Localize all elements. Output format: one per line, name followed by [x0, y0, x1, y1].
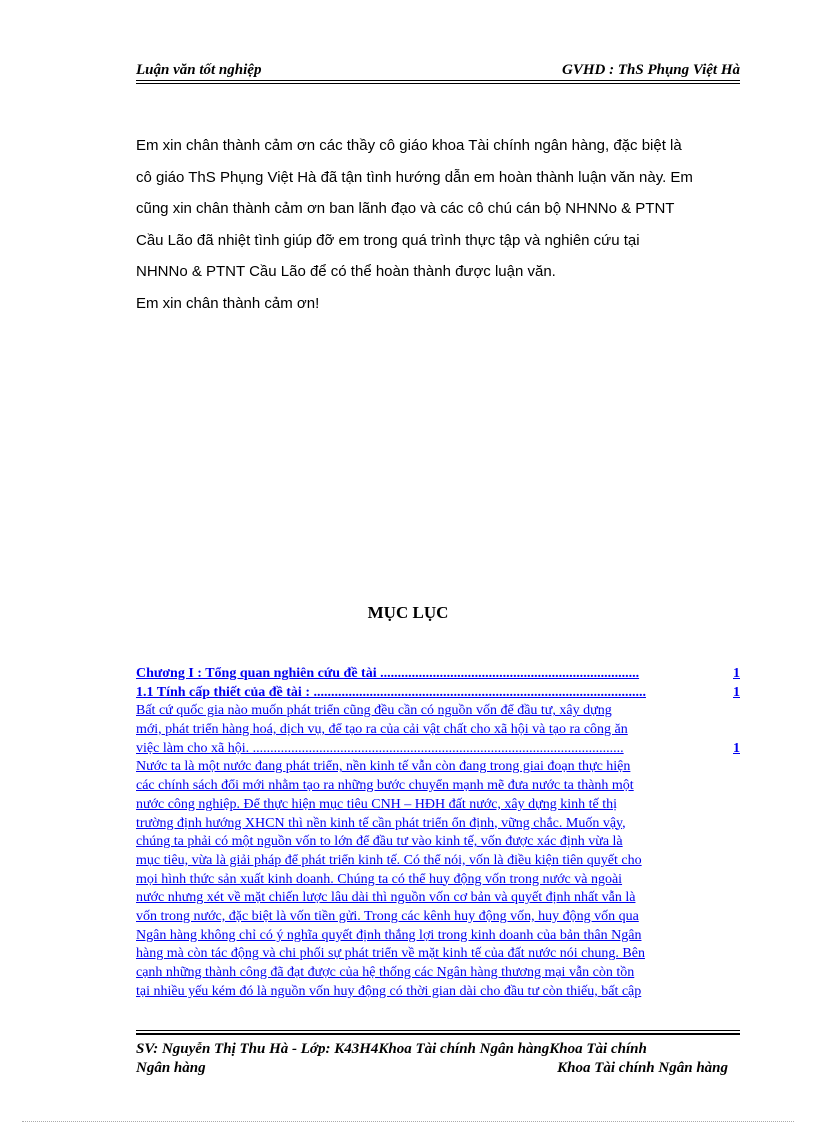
toc-entry-text: mục tiêu, vừa là giải pháp để phát triển kinh tế. Có thể nói, vốn là điều kiện tiên quyết cho [136, 852, 642, 868]
toc-entry-text: hàng mà còn tác động và chi phối sự phát triển về mặt kinh tế của đất nước nói chung. Bên [136, 946, 645, 962]
ack-line: cô giáo ThS Phụng Việt Hà đã tận tình hướng dẫn em hoàn thành luận văn này. Em [136, 168, 693, 186]
toc-entry-text: nước nhưng xét về mặt chiến lược lâu dài thì nguồn vốn cơ bản và quyết định nhất vẫn là [136, 890, 636, 906]
toc-entry-text: Chương I : Tổng quan nghiên cứu đề tài .......................................................................... [136, 666, 640, 681]
toc-entry[interactable] [136, 740, 740, 759]
header-rule [136, 80, 740, 84]
header-advisor: GVHD : ThS Phụng Việt Hà [562, 62, 740, 78]
footer-faculty: Khoa Tài chính Ngân hàng [557, 1060, 728, 1076]
toc-entry[interactable] [136, 871, 740, 890]
toc-entry[interactable] [136, 815, 740, 834]
ack-line: cũng xin chân thành cảm ơn ban lãnh đạo và các cô chú cán bộ NHNNo & PTNT [136, 200, 675, 217]
toc-entry-text: Nước ta là một nước đang phát triển, nền kinh tế vẫn còn đang trong giai đoạn thực hiện [136, 759, 631, 775]
toc-entry[interactable] [136, 796, 740, 815]
toc-entry[interactable] [136, 964, 740, 983]
toc-page-number: 1 [733, 684, 740, 700]
toc-entry-text: tại nhiều yếu kém đó là nguồn vốn huy động có thời gian dài cho đầu tư còn thiếu, bất cập [136, 983, 642, 999]
toc-entry[interactable] [136, 927, 740, 946]
ack-line: NHNNo & PTNT Cầu Lão để có thể hoàn thành được luận văn. [136, 263, 556, 280]
toc-entry-text: chúng ta phải có một nguồn vốn to lớn để đầu tư vào kinh tế, vốn được xác định vừa là [136, 834, 623, 850]
footer-class: Ngân hàng [136, 1060, 206, 1076]
toc-entry[interactable] [136, 721, 740, 740]
page-edge [22, 1121, 794, 1122]
toc-entry[interactable] [136, 908, 740, 927]
toc-entry-text: vốn trong nước, đặc biệt là vốn tiền gửi. Trong các kênh huy động vốn, huy động vốn qua [136, 908, 639, 924]
toc-entry[interactable] [136, 889, 740, 908]
header-title: Luận văn tốt nghiệp [136, 62, 262, 78]
ack-line: Em xin chân thành cảm ơn! [136, 294, 320, 312]
page-footer [136, 1040, 740, 1078]
toc-entry-text: trường định hướng XHCN thì nền kinh tế cần phát triển ổn định, vững chắc. Muốn vậy, [136, 815, 626, 831]
footer-student: SV: Nguyễn Thị Thu Hà - Lớp: K43H4Khoa Tài chính Ngân hàngKhoa Tài chính [136, 1041, 647, 1057]
ack-line: Em xin chân thành cảm ơn các thầy cô giáo khoa Tài chính ngân hàng, đặc biệt là [136, 137, 682, 154]
footer-rule [136, 1030, 740, 1035]
toc-entry[interactable] [136, 833, 740, 852]
toc-entry-text: mới, phát triển hàng hoá, dịch vụ, để tạo ra của cải vật chất cho xã hội và tạo ra công ăn [136, 722, 628, 738]
toc-entry-text: cạnh những thành công đã đạt được của hệ thống các Ngân hàng thương mại vẫn còn tồn [136, 965, 635, 980]
table-of-contents [136, 665, 740, 1001]
toc-page-number: 1 [733, 740, 740, 756]
toc-entry[interactable] [136, 983, 740, 1002]
toc-entry-text: 1.1 Tính cấp thiết của đề tài : ............................................................................................... [136, 684, 646, 700]
acknowledgement [136, 130, 740, 319]
toc-title: MỤC LỤC [367, 603, 449, 622]
toc-entry[interactable] [136, 945, 740, 964]
toc-entry[interactable] [136, 665, 740, 684]
toc-entry-text: mọi hình thức sản xuất kinh doanh. Chúng ta có thể huy động vốn trong nước và ngoài [136, 871, 623, 887]
toc-entry-text: Bất cứ quốc gia nào muốn phát triển cũng đều cần có nguồn vốn để đầu tư, xây dựng [136, 703, 612, 719]
toc-entry[interactable] [136, 777, 740, 796]
toc-entry-text: nước công nghiệp. Để thực hiện mục tiêu CNH – HĐH đất nước, xây dựng kinh tế thị [136, 796, 618, 812]
ack-line: Cầu Lão đã nhiệt tình giúp đỡ em trong quá trình thực tập và nghiên cứu tại [136, 231, 640, 249]
toc-entry-text: Ngân hàng không chỉ có ý nghĩa quyết định thắng lợi trong kinh doanh của bản thân Ngân [136, 927, 642, 943]
toc-entry[interactable] [136, 758, 740, 777]
toc-page-number: 1 [733, 666, 740, 681]
page-header [136, 60, 740, 82]
toc-entry-text: việc làm cho xã hội. .......................................................................................................... [136, 740, 624, 756]
toc-entry-text: các chính sách đổi mới nhằm tạo ra những bước chuyển mạnh mẽ đưa nước ta thành một [136, 778, 634, 794]
toc-entry[interactable] [136, 684, 740, 703]
toc-entry[interactable] [136, 852, 740, 871]
toc-entry[interactable] [136, 702, 740, 721]
